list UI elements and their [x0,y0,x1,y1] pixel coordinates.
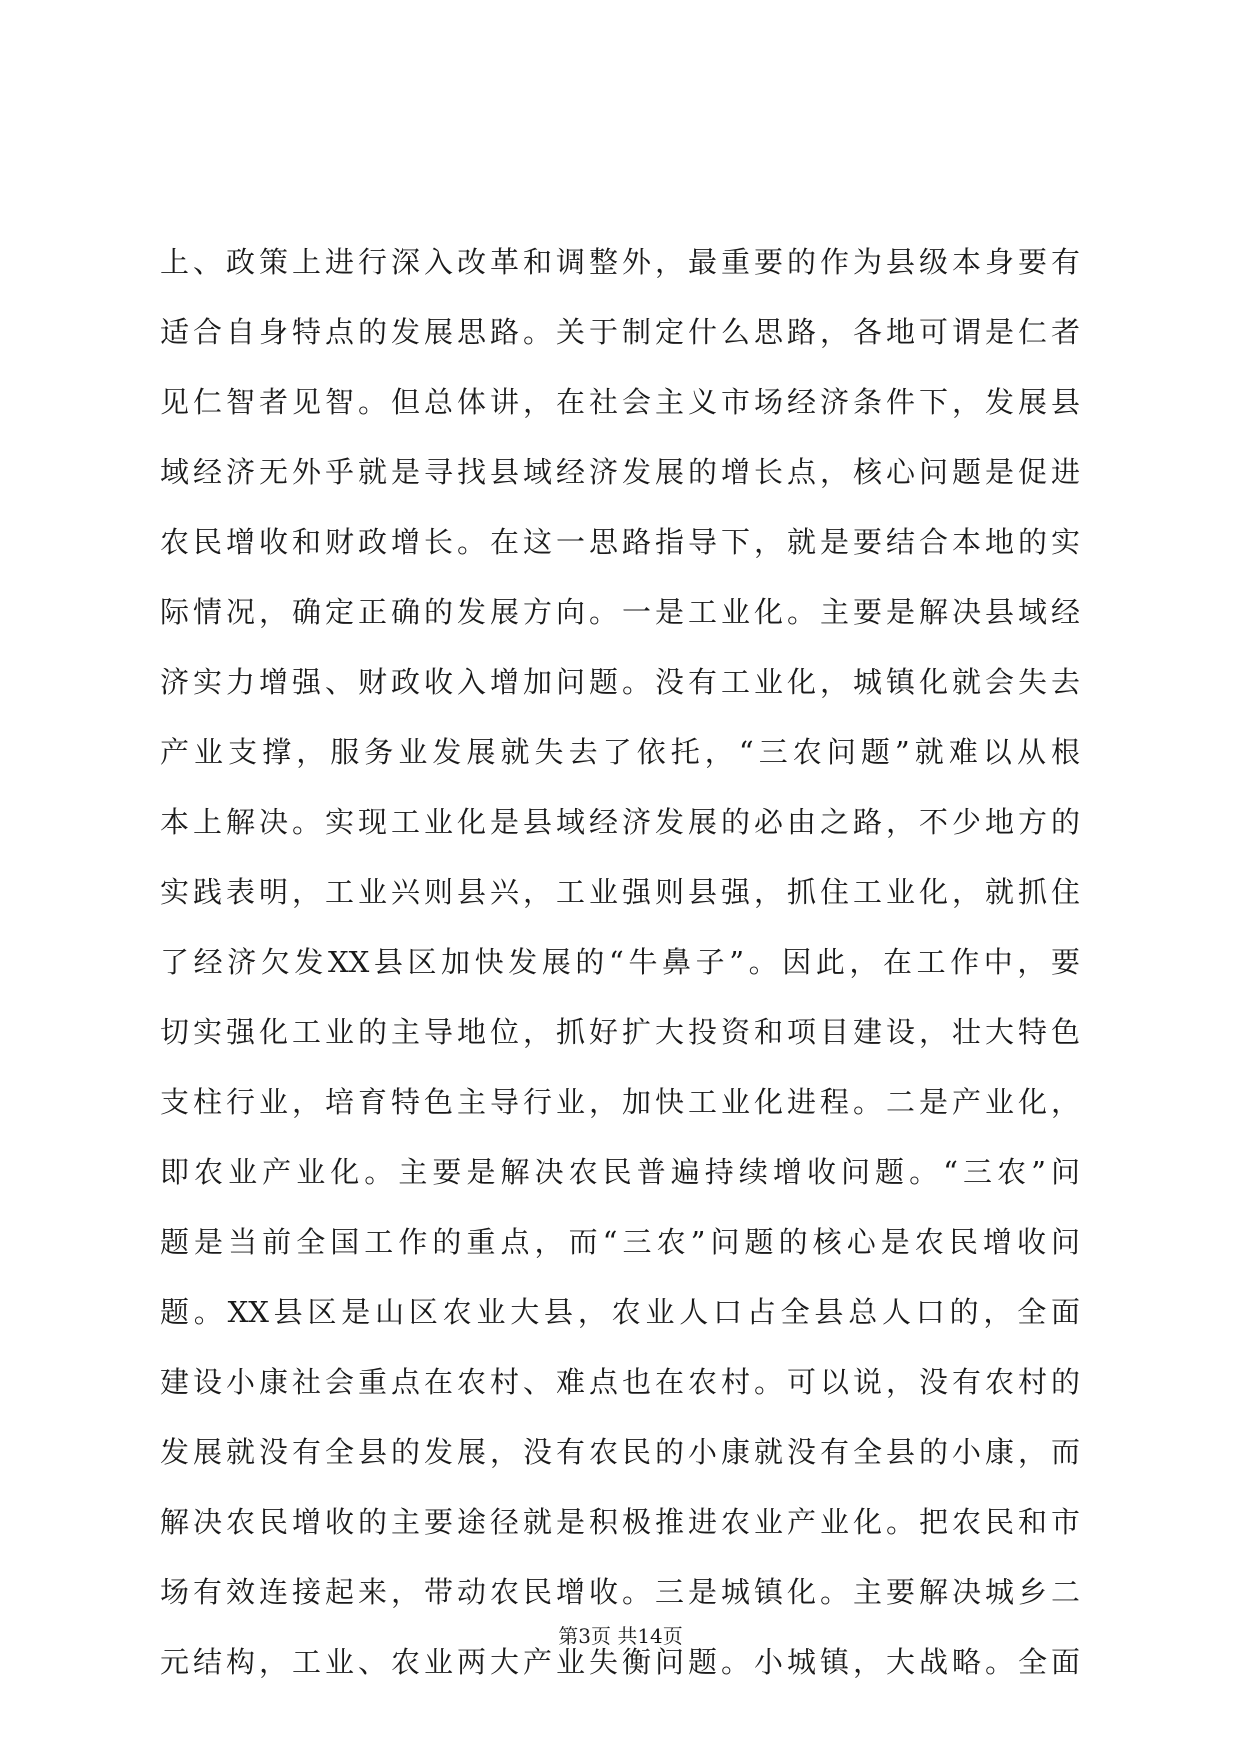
text-line: 元结构，工业、农业两大产业失衡问题。小城镇，大战略。全面 [160,1645,1080,1679]
text-line: 际情况，确定正确的发展方向。一是工业化。主要是解决县域经 [160,595,1080,629]
text-line: 切实强化工业的主导地位，抓好扩大投资和项目建设，壮大特色 [160,1015,1080,1049]
text-line: 适合自身特点的发展思路。关于制定什么思路，各地可谓是仁者 [160,315,1080,349]
text-line: 了经济欠发XX县区加快发展的“牛鼻子”。因此，在工作中，要 [160,945,1080,979]
text-line: 上、政策上进行深入改革和调整外，最重要的作为县级本身要有 [160,245,1080,279]
page-number-footer: 第3页 共14页 [558,1624,683,1648]
text-line: 济实力增强、财政收入增加问题。没有工业化，城镇化就会失去 [160,665,1080,699]
text-line: 农民增收和财政增长。在这一思路指导下，就是要结合本地的实 [160,525,1080,559]
text-line: 题。XX县区是山区农业大县，农业人口占全县总人口的，全面 [160,1295,1080,1329]
text-line: 即农业产业化。主要是解决农民普遍持续增收问题。“三农”问 [160,1155,1080,1189]
text-line: 支柱行业，培育特色主导行业，加快工业化进程。二是产业化， [160,1085,1080,1119]
text-line: 题是当前全国工作的重点，而“三农”问题的核心是农民增收问 [160,1225,1080,1259]
text-line: 域经济无外乎就是寻找县域经济发展的增长点，核心问题是促进 [160,455,1080,489]
text-line: 建设小康社会重点在农村、难点也在农村。可以说，没有农村的 [160,1365,1080,1399]
text-line: 发展就没有全县的发展，没有农民的小康就没有全县的小康，而 [160,1435,1080,1469]
text-line: 实践表明，工业兴则县兴，工业强则县强，抓住工业化，就抓住 [160,875,1080,909]
text-line: 见仁智者见智。但总体讲，在社会主义市场经济条件下，发展县 [160,385,1080,419]
text-line: 本上解决。实现工业化是县域经济发展的必由之路，不少地方的 [160,805,1080,839]
text-line: 解决农民增收的主要途径就是积极推进农业产业化。把农民和市 [160,1505,1080,1539]
text-line: 场有效连接起来，带动农民增收。三是城镇化。主要解决城乡二 [160,1575,1080,1609]
text-line: 产业支撑，服务业发展就失去了依托，“三农问题”就难以从根 [160,735,1080,769]
body-text [160,227,1080,1697]
